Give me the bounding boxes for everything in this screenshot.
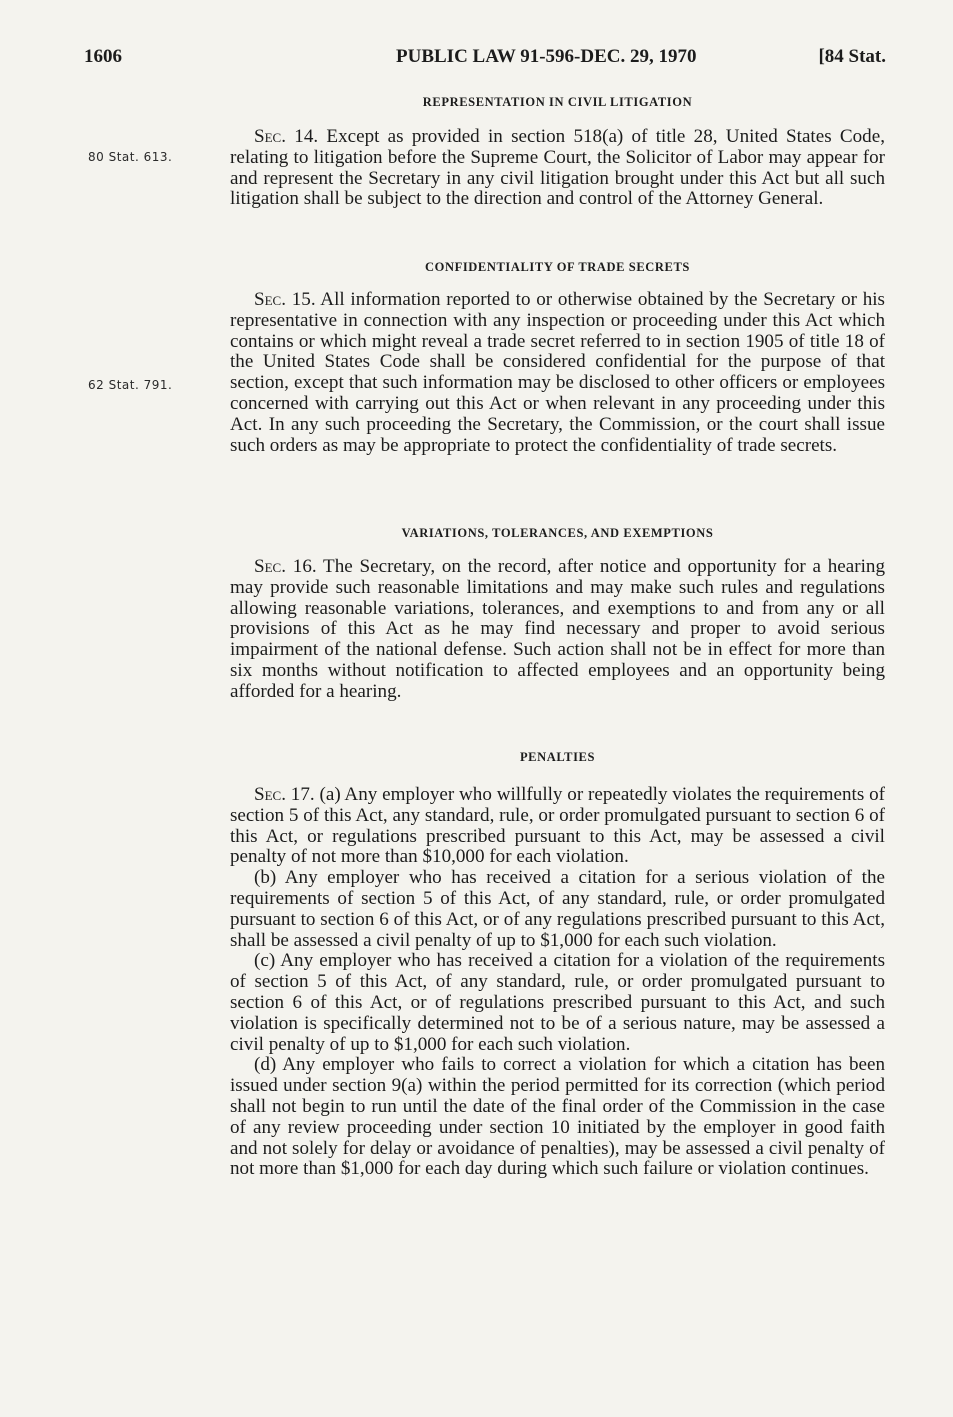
paragraph — [230, 127, 885, 210]
page-header — [84, 46, 886, 76]
section-heading: REPRESENTATION IN CIVIL LITIGATION — [422, 95, 693, 109]
page-number: 1606 — [84, 46, 122, 67]
margin-note: 80 Stat. 613. — [88, 150, 173, 164]
section-heading: VARIATIONS, TOLERANCES, AND EXEMPTIONS — [401, 526, 714, 540]
paragraph — [230, 290, 885, 456]
paragraph — [230, 557, 885, 703]
paragraph-text: Except as provided in section 518(a) of title 28, United States Code, relating to litigation before the Supreme Court, the Solicitor of Labor may appear for and represent the Secretary in any civil litigation brought under this Act but all such litigation shall be subject to the direction and control of the Attorney General. — [230, 126, 885, 210]
section-label: Sec. 16. — [254, 556, 317, 577]
section-body — [230, 785, 885, 1180]
section-label: Sec. 14. — [254, 126, 319, 147]
paragraph-text: All information reported to or otherwise obtained by the Secretary or his representative in connection with any inspection or proceeding under this Act which contains or which might reveal a trade secret referred to in section 1905 of title 18 of the United States Code shall be considered confidential for the purpose of that section, except that such information may be disclosed to other officers or employees concerned with carrying out this Act or when relevant in any proceeding under this Act. In any such proceeding the Secretary, the Commission, or the court shall issue such orders as may be appropriate to protect the confidentiality of trade secrets. — [230, 289, 885, 456]
section-heading: PENALTIES — [519, 750, 596, 764]
section-body — [230, 557, 885, 703]
paragraph-text: The Secretary, on the record, after notice and opportunity for a hearing may provide such reasonable limitations and may make such rules and regulations allowing reasonable variations, tolerances, and exemptions to and from any or all provisions of this Act as he may find necessary and proper to avoid serious impairment of the national defense. Such action shall not be in effect for more than six months without notification to affected employees and an opportunity being afforded for a hearing. — [230, 556, 885, 702]
paragraph — [230, 785, 885, 868]
paragraph-text: (a) Any employer who willfully or repeatedly violates the requirements of section 5 of this Act, any standard, rule, or order promulgated pursuant to section 6 of this Act, or regulations prescribed pursuant to this Act, may be assessed a civil penalty of not more than $10,000 for each violation. — [230, 784, 885, 868]
volume-reference: [84 Stat. — [818, 46, 886, 67]
running-title: PUBLIC LAW 91-596-DEC. 29, 1970 — [396, 46, 697, 67]
paragraph: (d) Any employer who fails to correct a violation for which a citation has been issued under section 9(a) within the period permitted for its correction (which period shall not begin to run until the date of the final order of the Commission in the case of any review proceeding under section 10 initiated by the employer in good faith and not solely for delay or avoidance of penalties), may be assessed a civil penalty of not more than $1,000 for each day during which such failure or violation continues. — [230, 1054, 885, 1180]
section-body — [230, 290, 885, 456]
paragraph: (b) Any employer who has received a citation for a serious violation of the requirements of section 5 of this Act, of any standard, rule, or order promulgated pursuant to section 6 of this Act, or of any regulations prescribed pursuant to this Act, shall be assessed a civil penalty of up to $1,000 for each such violation. — [230, 867, 885, 951]
paragraph: (c) Any employer who has received a citation for a violation of the requirements of section 5 of this Act, of any standard, rule, or order promulgated pursuant to section 6 of this Act, or of regulations prescribed pursuant to this Act, and such violation is specifically determined not to be of a serious nature, may be assessed a civil penalty of up to $1,000 for each such violation. — [230, 950, 885, 1055]
section-label: Sec. 15. — [254, 289, 316, 310]
section-heading: CONFIDENTIALITY OF TRADE SECRETS — [425, 260, 690, 274]
section-label: Sec. 17. — [254, 784, 315, 805]
margin-note: 62 Stat. 791. — [88, 378, 173, 392]
section-body — [230, 127, 885, 210]
